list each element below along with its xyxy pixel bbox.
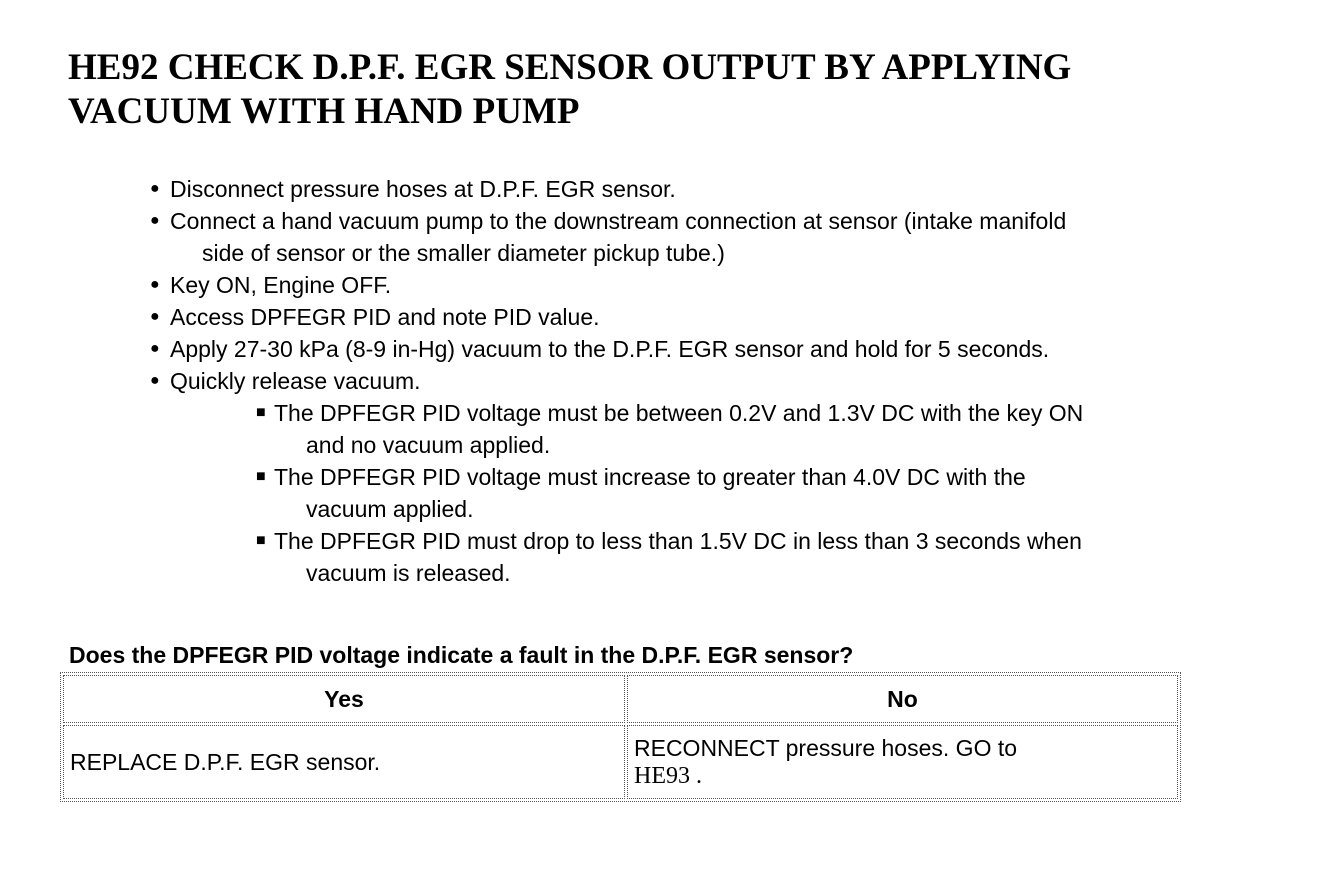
step-text: Quickly release vacuum.: [170, 368, 421, 394]
table-header-row: [63, 675, 1178, 723]
sub-step-text: The DPFEGR PID voltage must increase to greater than 4.0V DC with the: [274, 464, 1026, 490]
square-bullet-icon: ■: [256, 468, 266, 485]
bullet-icon: ●: [150, 308, 160, 325]
step-item: [150, 333, 1270, 365]
no-action-text: RECONNECT pressure hoses. GO to: [634, 734, 1018, 761]
step-item: [150, 205, 1270, 269]
bullet-icon: ●: [150, 276, 160, 293]
step-item: [150, 173, 1270, 205]
step-text: Connect a hand vacuum pump to the downstream connection at sensor (intake manifold: [170, 208, 1067, 234]
no-action-cell: [627, 725, 1178, 799]
bullet-icon: ●: [150, 180, 160, 197]
bullet-icon: ●: [150, 340, 160, 357]
table-row: [63, 725, 1178, 799]
step-item: [150, 269, 1270, 301]
decision-question: Does the DPFEGR PID voltage indicate a fault in the D.P.F. EGR sensor?: [69, 642, 854, 668]
sub-steps: [256, 397, 1256, 589]
sub-step-text: The DPFEGR PID voltage must be between 0.2V and 1.3V DC with the key ON: [274, 400, 1084, 426]
step-text: Disconnect pressure hoses at D.P.F. EGR sensor.: [170, 176, 676, 202]
bullet-icon: ●: [150, 372, 160, 389]
page-title-line-1: HE92 CHECK D.P.F. EGR SENSOR OUTPUT BY APPLYING: [68, 47, 1072, 88]
decision-table: [60, 672, 1181, 802]
page-title: [68, 46, 1268, 134]
bullet-icon: ●: [150, 212, 160, 229]
sub-step-text: The DPFEGR PID must drop to less than 1.5V DC in less than 3 seconds when: [274, 528, 1082, 554]
sub-step-item: [256, 461, 1256, 525]
square-bullet-icon: ■: [256, 532, 266, 549]
he93-link[interactable]: HE93: [634, 762, 690, 789]
sub-step-item: [256, 397, 1256, 461]
page-title-line-2: VACUUM WITH HAND PUMP: [68, 91, 580, 132]
sub-step-text-continuation: vacuum applied.: [306, 496, 474, 522]
step-text: Access DPFEGR PID and note PID value.: [170, 304, 600, 330]
step-text-continuation: side of sensor or the smaller diameter pickup tube.): [202, 240, 725, 266]
sub-step-text-continuation: and no vacuum applied.: [306, 432, 551, 458]
sub-step-text-continuation: vacuum is released.: [306, 560, 511, 586]
procedure-steps: [150, 173, 1270, 589]
square-bullet-icon: ■: [256, 404, 266, 421]
step-item: [150, 365, 1270, 589]
sub-step-item: [256, 525, 1256, 589]
step-item: [150, 301, 1270, 333]
yes-action-cell: REPLACE D.P.F. EGR sensor.: [63, 725, 625, 799]
step-text: Key ON, Engine OFF.: [170, 272, 392, 298]
no-column-header: No: [627, 675, 1178, 723]
yes-column-header: Yes: [63, 675, 625, 723]
no-action-suffix: .: [690, 762, 702, 789]
step-text: Apply 27-30 kPa (8-9 in-Hg) vacuum to the D.P.F. EGR sensor and hold for 5 seconds.: [170, 336, 1050, 362]
